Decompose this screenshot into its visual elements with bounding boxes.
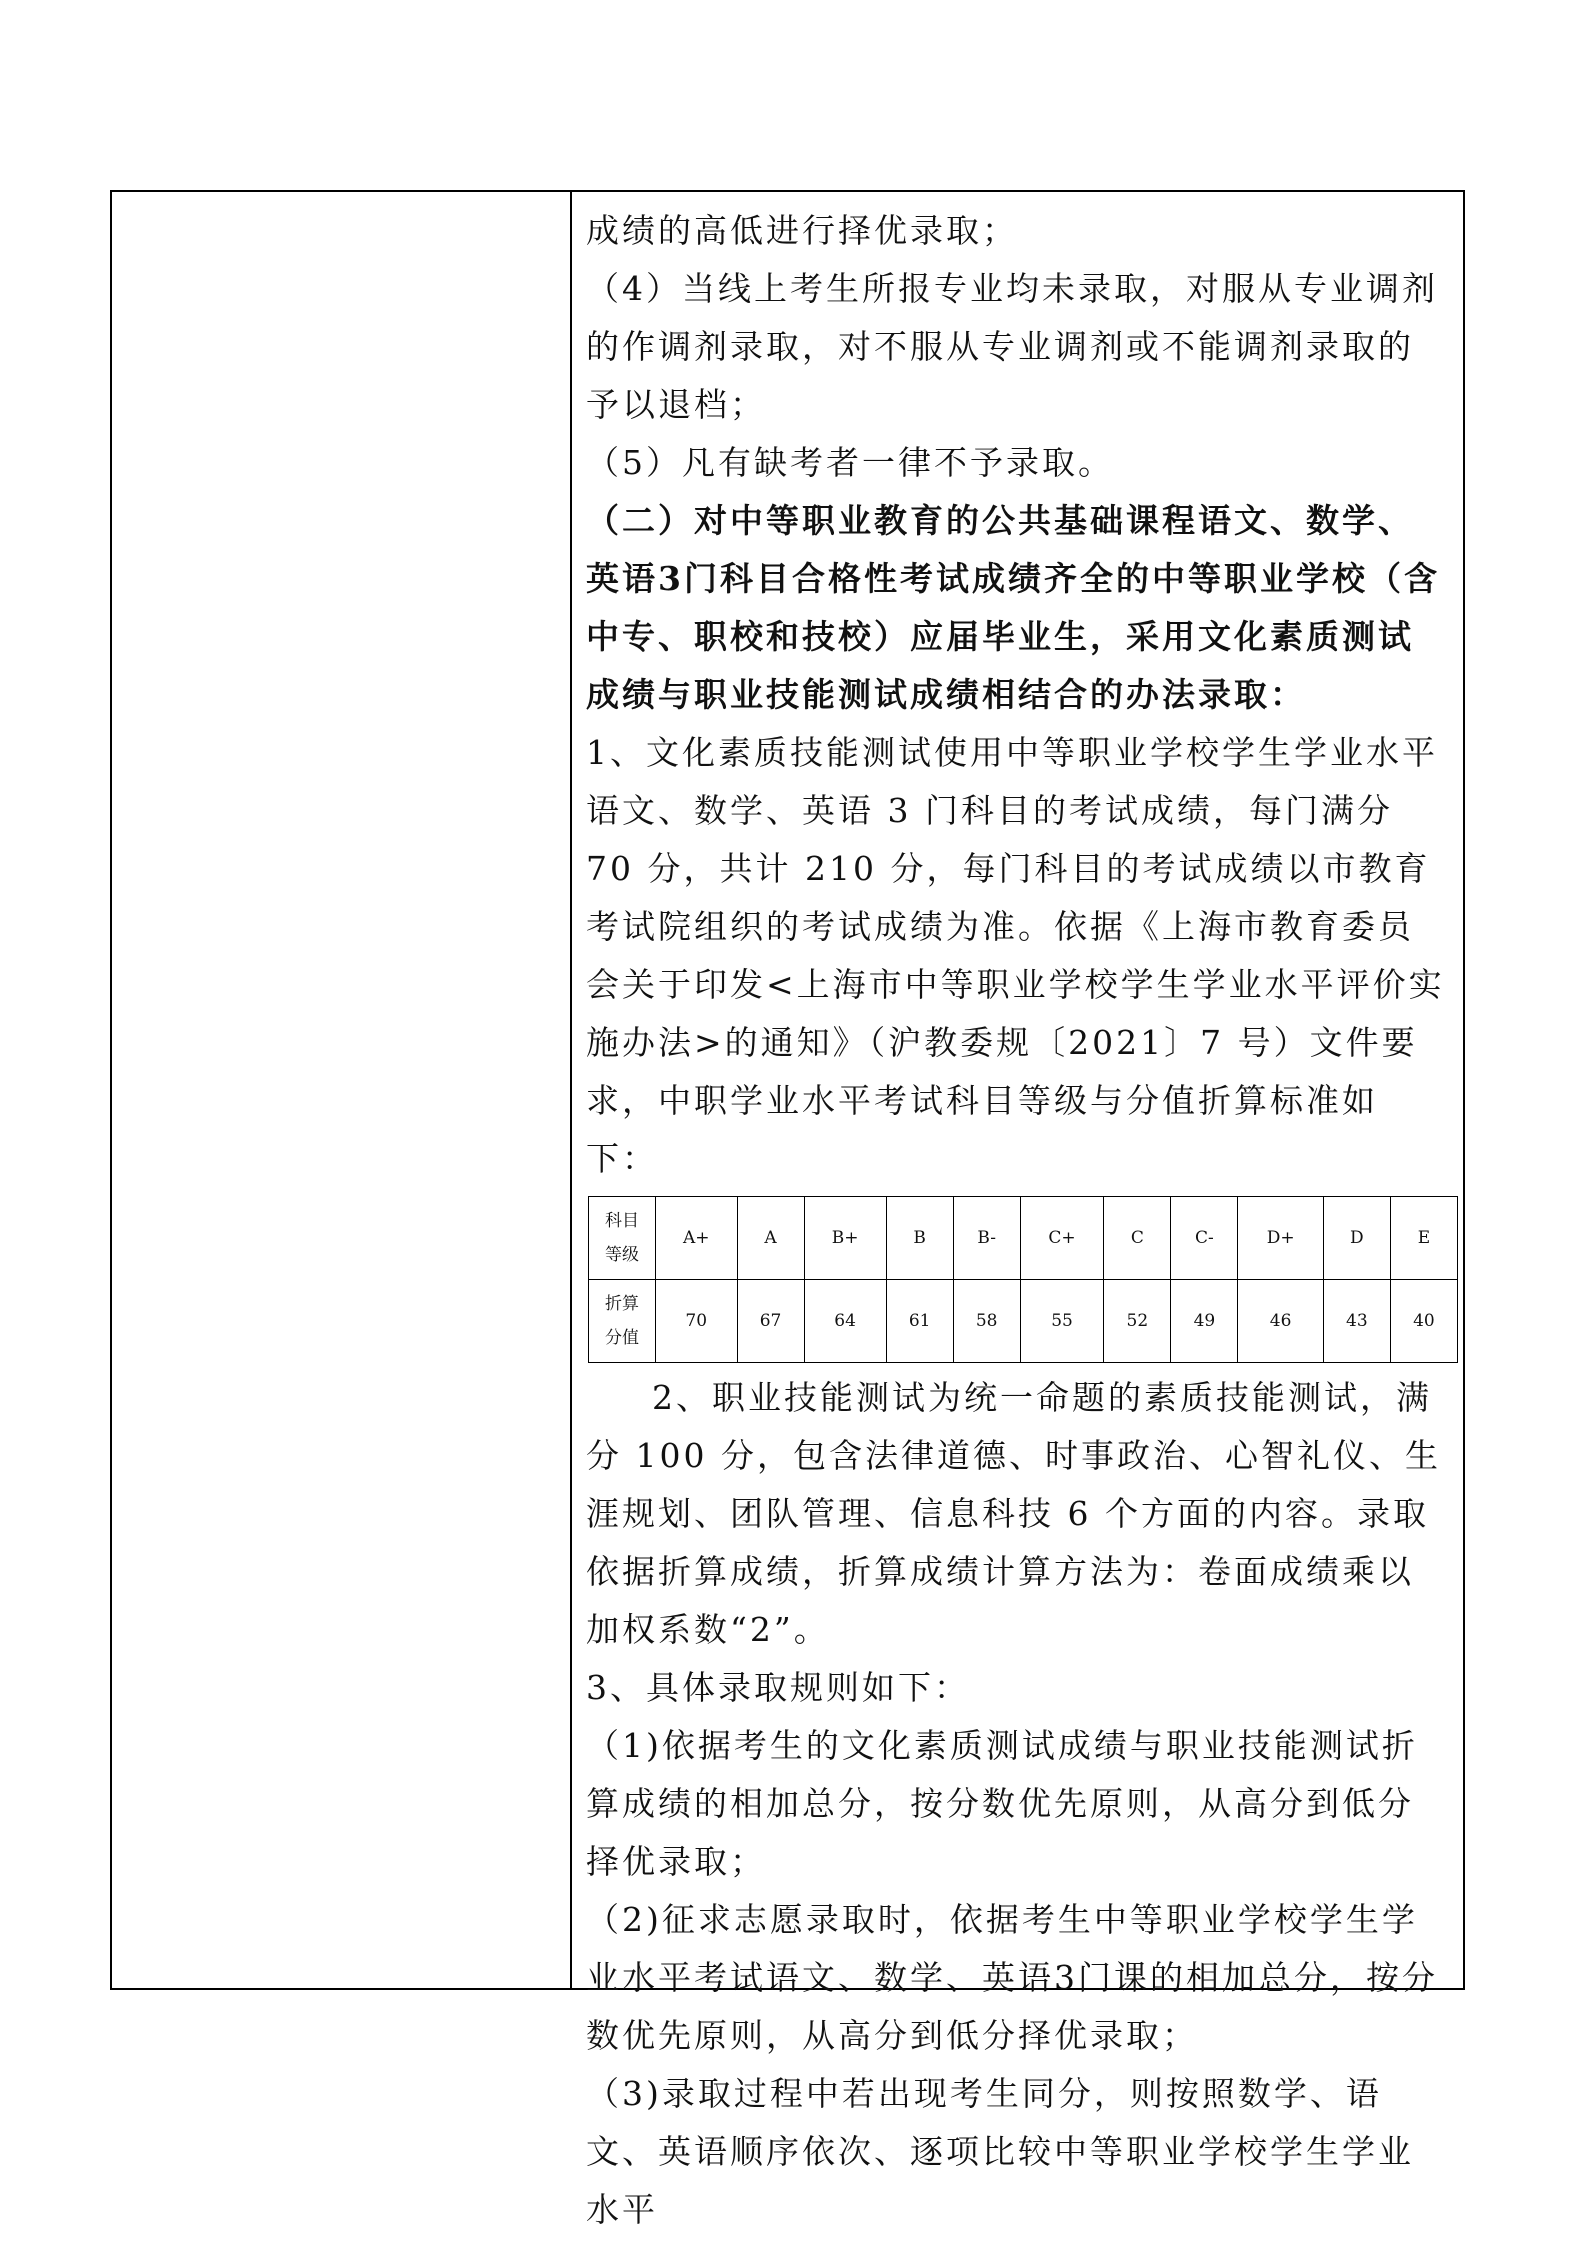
grade-row-header-line1: 科目 <box>605 1211 639 1231</box>
score-row-header-line1: 折算 <box>605 1294 639 1314</box>
paragraph-p7: 3、具体录取规则如下： <box>586 1668 970 1707</box>
score-cell: 67 <box>737 1280 804 1363</box>
grade-cell: C- <box>1171 1197 1238 1280</box>
document-table-frame <box>110 190 1465 2229</box>
score-row-header <box>589 1280 656 1363</box>
grade-conversion-table <box>588 1196 1458 1363</box>
grade-row-header-line2: 等级 <box>605 1245 639 1265</box>
score-cell: 61 <box>886 1280 953 1363</box>
grade-cell: B <box>886 1197 953 1280</box>
paragraph-p2: （4）当线上考生所报专业均未录取，对服从专业调剂的作调剂录取，对不服从专业调剂或不能调剂录取的予以退档； <box>586 269 1438 424</box>
score-cell: 49 <box>1171 1280 1238 1363</box>
grade-cell: D <box>1323 1197 1390 1280</box>
grade-cell: A <box>737 1197 804 1280</box>
grade-cell: E <box>1390 1197 1457 1280</box>
grade-cell: D+ <box>1238 1197 1323 1280</box>
paragraph-p10: （3)录取过程中若出现考生同分，则按照数学、语文、英语顺序依次、逐项比较中等职业学校学生学业水平 <box>586 2074 1414 2229</box>
paragraph-p9: （2)征求志愿录取时，依据考生中等职业学校学生学业水平考试语文、数学、英语3门课的相加总分，按分数优先原则，从高分到低分择优录取； <box>586 1900 1438 2055</box>
score-row <box>589 1280 1458 1363</box>
grade-cell: C+ <box>1020 1197 1104 1280</box>
paragraph-p4: （二）对中等职业教育的公共基础课程语文、数学、英语3门科目合格性考试成绩齐全的中等职业学校（含中专、职校和技校）应届毕业生，采用文化素质测试成绩与职业技能测试成绩相结合的办法录取： <box>586 501 1440 714</box>
right-column-cell <box>572 192 1463 2229</box>
grade-cell: A+ <box>656 1197 738 1280</box>
grade-cell: C <box>1104 1197 1171 1280</box>
score-cell: 43 <box>1323 1280 1390 1363</box>
score-cell: 40 <box>1390 1280 1457 1363</box>
grade-cell: B+ <box>804 1197 886 1280</box>
score-cell: 46 <box>1238 1280 1323 1363</box>
paragraph-p8: （1)依据考生的文化素质测试成绩与职业技能测试折算成绩的相加总分，按分数优先原则，从高分到低分择优录取； <box>586 1726 1418 1881</box>
score-cell: 52 <box>1104 1280 1171 1363</box>
paragraph-p5: 1、文化素质技能测试使用中等职业学校学生学业水平语文、数学、英语 3 门科目的考试成绩，每门满分 70 分，共计 210 分，每门科目的考试成绩以市教育考试院组织的考试成绩为准。依据《上海市教育委员会关于印发<上海市中等职业学校学生学业水平评价实施办法>的通知》（沪教委规〔2021〕7 号）文件要求，中职学业水平考试科目等级与分值折算标准如下： <box>586 733 1445 1178</box>
paragraph-p6: 2、职业技能测试为统一命题的素质技能测试，满分 100 分，包含法律道德、时事政治、心智礼仪、生涯规划、团队管理、信息科技 6 个方面的内容。录取依据折算成绩，折算成绩计算方法为：卷面成绩乘以加权系数“2”。 <box>586 1378 1441 1649</box>
score-cell: 64 <box>804 1280 886 1363</box>
score-cell: 58 <box>953 1280 1020 1363</box>
paragraphs-after-table <box>586 1369 1447 2239</box>
paragraphs-before-table <box>586 202 1447 1188</box>
paragraph-p1: 成绩的高低进行择优录取； <box>586 211 1018 250</box>
grade-row-header <box>589 1197 656 1280</box>
left-column-cell <box>112 192 572 1988</box>
score-row-header-line2: 分值 <box>605 1328 639 1348</box>
grade-row <box>589 1197 1458 1280</box>
score-cell: 55 <box>1020 1280 1104 1363</box>
paragraph-p3: （5）凡有缺考者一律不予录取。 <box>586 443 1114 482</box>
grade-cell: B- <box>953 1197 1020 1280</box>
score-cell: 70 <box>656 1280 738 1363</box>
